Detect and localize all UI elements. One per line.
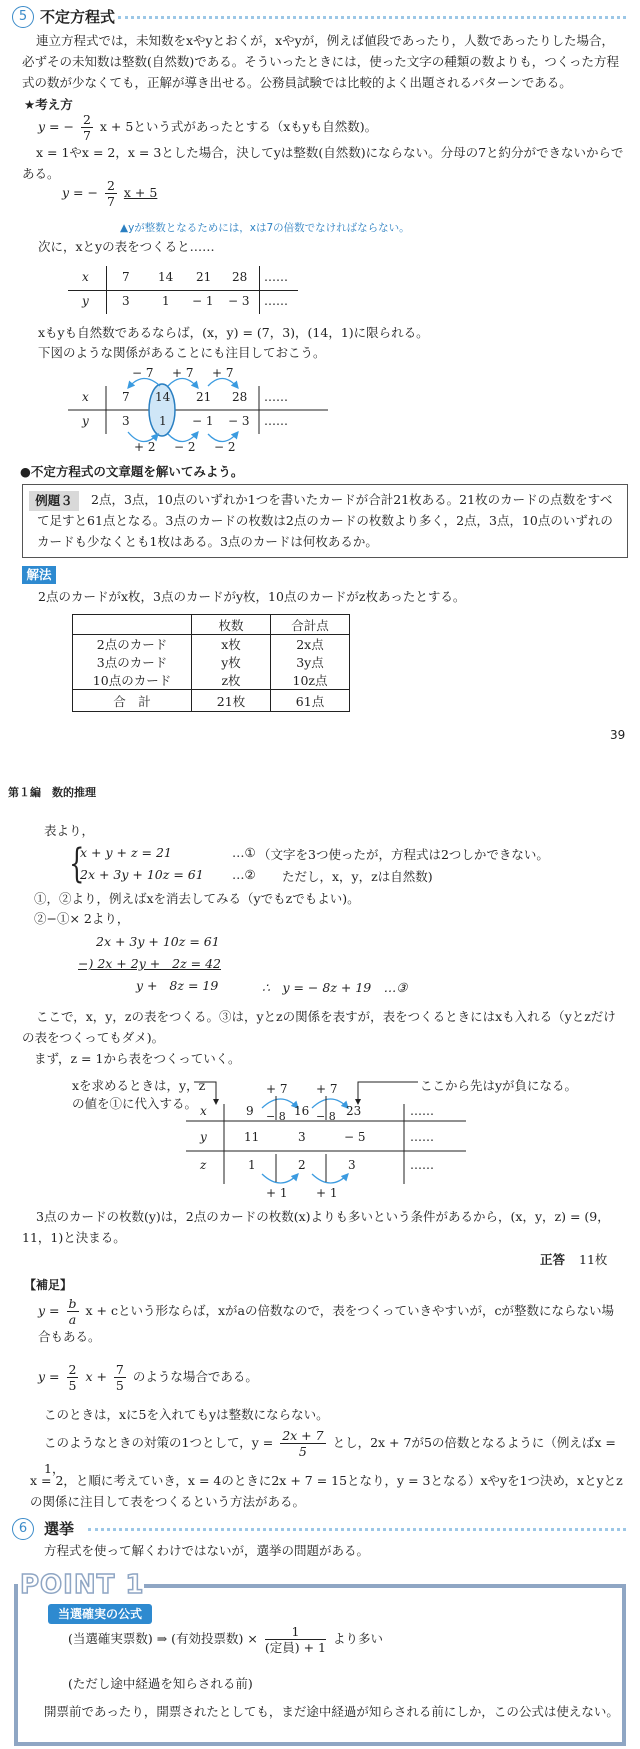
t3-r2c0: 3点のカード	[73, 653, 192, 671]
title-dotted-rule	[118, 16, 626, 19]
step-1: ①，②より，例えばxを消去してみる（yでもzでもよい)。	[34, 891, 360, 906]
example-tag: 例題３	[29, 491, 79, 511]
section-6-text: 方程式を使って解くわけではないが，選挙の問題がある。	[44, 1543, 370, 1558]
t1-head-x: x	[82, 270, 89, 284]
system-brace: {	[69, 841, 85, 887]
hosoku-heading: 【補足】	[24, 1278, 73, 1292]
t3-r3c2: 10z点	[292, 673, 328, 688]
section-title: 不定方程式	[40, 8, 116, 26]
t4-x-3: 23	[346, 1104, 362, 1118]
xy-table-1	[68, 266, 298, 314]
t3-total-points: 61点	[271, 690, 350, 712]
t4-head-z: z	[200, 1158, 207, 1172]
xy-table-2	[68, 368, 328, 458]
point-f-pre: (当選確実票数) ⇒ (有効投票数) ×	[68, 1631, 258, 1646]
t3-r2c1: y枚	[192, 653, 271, 671]
t4-y-1: 11	[244, 1130, 260, 1144]
conclusion-2: 下図のような関係があることにも注目しておこう。	[38, 345, 326, 360]
t1-y-3: − 1	[192, 294, 214, 308]
eq2-num: 2	[106, 178, 115, 193]
t2-bot-3: − 2	[214, 440, 236, 454]
t2-x-1: 7	[122, 390, 130, 404]
step-2: ②−①× 2より，	[34, 911, 130, 926]
calc-line-2: −) 2x + 2y + 2z = 42	[78, 956, 221, 971]
t3-h2: 合計点	[271, 615, 350, 635]
t4-mid-2: − 8	[316, 1110, 336, 1123]
t2-x-2: 14	[155, 390, 171, 404]
sys-eq-2-note: ただし，x，y，zは自然数)	[282, 869, 433, 884]
point-rule	[144, 1584, 626, 1588]
answer-label: 正答	[540, 1252, 566, 1267]
point-f-den: (定員) + 1	[264, 1640, 326, 1655]
t3-r2c2: 3y点	[296, 655, 324, 670]
paragraph-2: x = 1やx = 2，x = 3とした場合，決してyは整数(自然数)にならない。分母の7と約分ができないからである。	[22, 145, 624, 181]
callout-left-2: の値を①に代入する。	[72, 1096, 198, 1111]
sys-eq-2-tag: …②	[232, 867, 256, 882]
from-table: 表より，	[44, 823, 95, 838]
point-formula	[68, 1624, 383, 1655]
h2-d1: 5	[68, 1378, 77, 1393]
think-heading: ★考え方	[24, 97, 73, 112]
eq2-post: x + 5	[123, 185, 158, 200]
h4-post: とし，2x + 7が5の倍数となるように（例えばx = 1，	[44, 1435, 616, 1476]
t4-top-2: + 7	[316, 1082, 338, 1096]
t2-y-2: 1	[159, 414, 167, 428]
t3-r1c0: 2点のカード	[73, 635, 192, 654]
eq2-pre: y = −	[62, 185, 98, 200]
t3-total-count: 21枚	[192, 690, 271, 712]
t2-x-5: ……	[264, 390, 288, 404]
card-table	[72, 614, 350, 712]
t4-mid-1: − 8	[266, 1110, 286, 1123]
equation-1	[38, 112, 377, 143]
h2-pre: y =	[38, 1369, 60, 1384]
h4-num: 2x + 7	[282, 1428, 324, 1443]
point-f-post: より多い	[332, 1631, 383, 1646]
hosoku-line-2	[38, 1362, 258, 1393]
t1-x-1: 7	[122, 270, 130, 284]
t3-r3c0: 10点のカード	[73, 671, 192, 690]
h1-post: x + cという形ならば，xがaの倍数なので，表をつくっていきやすいが，cが整数にならない場合もある。	[38, 1303, 614, 1344]
eq2-note: ▲yが整数となるためには，xは7の倍数でなければならない。	[120, 222, 410, 234]
t2-top-2: + 7	[172, 366, 194, 380]
t1-y-1: 3	[122, 294, 130, 308]
t2-y-1: 3	[122, 414, 130, 428]
t2-bot-1: + 2	[134, 440, 156, 454]
t4-y-2: 3	[298, 1130, 306, 1144]
hosoku-line-3: このときは，xに5を入れてもyは整数にならない。	[44, 1407, 329, 1422]
example-box	[22, 484, 628, 558]
t4-head-y: y	[200, 1130, 207, 1144]
calc-line-3b: ∴ y = − 8z + 19 …③	[262, 980, 408, 995]
t3-total-label: 合 計	[73, 690, 192, 712]
h2-mid: x +	[85, 1369, 107, 1384]
t3-r3c1: z枚	[192, 671, 271, 690]
t2-head-x: x	[82, 390, 89, 404]
t4-x-4: ……	[410, 1104, 434, 1118]
table2-arrows	[68, 368, 328, 458]
t4-top-1: + 7	[266, 1082, 288, 1096]
t2-x-3: 21	[196, 390, 212, 404]
t4-y-3: − 5	[344, 1130, 366, 1144]
t1-y-4: − 3	[228, 294, 250, 308]
h1-num: b	[68, 1296, 77, 1311]
section-6-title: 選挙	[44, 1520, 75, 1538]
hosoku-line-1	[38, 1296, 626, 1347]
callout-right: ここから先はyが負になる。	[420, 1078, 578, 1093]
t2-head-y: y	[82, 414, 89, 428]
t1-x-5: ……	[264, 270, 288, 284]
answer-value: 11枚	[579, 1252, 608, 1267]
bullet-heading: ●不定方程式の文章題を解いてみよう。	[20, 464, 244, 479]
eq2-den: 7	[106, 194, 115, 209]
h2-n2: 7	[115, 1362, 124, 1377]
xyz-table	[186, 1076, 466, 1200]
calc-line-3: y + 8z = 19	[136, 978, 219, 993]
point-note: (ただし途中経過を知らされる前)	[68, 1676, 253, 1691]
t4-y-4: ……	[410, 1130, 434, 1144]
kaiho-tag: 解法	[22, 566, 56, 584]
t2-top-3: + 7	[212, 366, 234, 380]
t4-bot-1: + 1	[266, 1186, 288, 1200]
t4-x-1: 9	[246, 1104, 254, 1118]
t3-h0	[73, 615, 192, 635]
section-number-6: 6	[12, 1518, 34, 1540]
h4-den: 5	[298, 1444, 307, 1459]
running-header: 第１編 数的推理	[8, 786, 96, 799]
t2-y-4: − 3	[228, 414, 250, 428]
sys-eq-1-tag: …①	[232, 845, 256, 860]
answer	[540, 1250, 607, 1268]
h1-den: a	[68, 1312, 77, 1327]
sys-eq-1-note: （文字を3つ使ったが，方程式は2つしかできない。	[258, 847, 549, 862]
calc-line-1: 2x + 3y + 10z = 61	[96, 934, 220, 949]
t4-z-2: 2	[298, 1158, 306, 1172]
t4-head-x: x	[200, 1104, 207, 1118]
t1-y-2: 1	[162, 294, 170, 308]
t1-y-5: ……	[264, 294, 288, 308]
eq1-pre: y = −	[38, 119, 74, 134]
para-start: まず，z = 1から表をつくっていく。	[34, 1051, 241, 1066]
point-title: POINT 1	[20, 1570, 145, 1600]
sys-eq-1: x + y + z = 21	[80, 845, 172, 860]
next-line: 次に，xとyの表をつくると……	[38, 239, 215, 254]
t2-y-5: ……	[264, 414, 288, 428]
t4-z-4: ……	[410, 1158, 434, 1172]
point-tag: 当選確実の公式	[48, 1604, 152, 1624]
intro-paragraph: 連立方程式では，未知数をxやyとおくが，xやyが，例えば値段であったり，人数であったりした場合，必ずその未知数は整数(自然数)である。そういったときには，使った文字の種類の数よりも，つくった方程式の数が少なくても，正解が導き出せる。公務員試験では比較的よく出題されるパターンである。	[22, 33, 620, 90]
h2-post: のような場合である。	[132, 1369, 258, 1384]
point-f-num: 1	[265, 1624, 326, 1640]
t1-x-2: 14	[158, 270, 174, 284]
equation-2	[62, 178, 157, 209]
h1-pre: y =	[38, 1303, 60, 1318]
t3-r1c2: 2x点	[296, 637, 324, 652]
h4-pre: このようなときの対策の1つとして，y =	[44, 1435, 274, 1450]
sys-eq-2: 2x + 3y + 10z = 61	[80, 867, 204, 882]
t4-bot-2: + 1	[316, 1186, 338, 1200]
page-number: 39	[610, 728, 626, 742]
t1-x-4: 28	[232, 270, 248, 284]
kaiho-text: 2点のカードがx枚，3点のカードがy枚，10点のカードがz枚あったとする。	[38, 589, 466, 604]
t4-z-3: 3	[348, 1158, 356, 1172]
eq1-post: x + 5という式があったとする（xもyも自然数)。	[99, 119, 378, 134]
t2-x-4: 28	[232, 390, 248, 404]
para-table-intro: ここで，x，y，zの表をつくる。③は，yとzの関係を表すが，表をつくるときにはxも入れる（yとzだけの表をつくってもダメ)。	[22, 1009, 616, 1045]
section-number-5: 5	[12, 6, 34, 28]
h2-n1: 2	[68, 1362, 77, 1377]
t2-top-1: − 7	[132, 366, 154, 380]
point-last: 開票前であったり，開票されたとしても，まだ途中経過が知らされる前にしか，この公式は使えない。	[44, 1704, 619, 1719]
t2-bot-2: − 2	[174, 440, 196, 454]
t1-head-y: y	[82, 294, 89, 308]
final-conclusion: 3点のカードの枚数(y)は，2点のカードの枚数(x)よりも多いという条件があるから，(x，y，z) = (9，11，1)と決まる。	[22, 1209, 610, 1245]
section-6-dotted-rule	[88, 1528, 626, 1531]
example-text: 2点，3点，10点のいずれか1つを書いたカードが合計21枚ある。21枚のカードの点数をすべて足すと61点となる。3点のカードの枚数は2点のカードの枚数より多く，2点，3点，10点のいずれのカードも少なくとも1枚はある。3点のカードは何枚あるか。	[37, 492, 613, 549]
h2-d2: 5	[115, 1378, 124, 1393]
eq1-den: 7	[82, 128, 91, 143]
conclusion-1: xもyも自然数であるならば，(x，y) = (7，3)，(14，1)に限られる。	[38, 325, 429, 340]
hosoku-line-5: x = 2，と順に考えていき，x = 4のときに2x + 7 = 15となり，y = 3となる）xやyを1つ決め，xとyとzの関係に注目して表をつくるという方法がある。	[30, 1473, 623, 1509]
eq1-num: 2	[82, 112, 91, 127]
t4-x-2: 16	[294, 1104, 310, 1118]
t3-h1: 枚数	[192, 615, 271, 635]
t3-r1c1: x枚	[192, 635, 271, 654]
t2-y-3: − 1	[192, 414, 214, 428]
callout-left-1: xを求めるときは，y，z	[72, 1078, 206, 1093]
t1-x-3: 21	[196, 270, 212, 284]
t4-z-1: 1	[248, 1158, 256, 1172]
